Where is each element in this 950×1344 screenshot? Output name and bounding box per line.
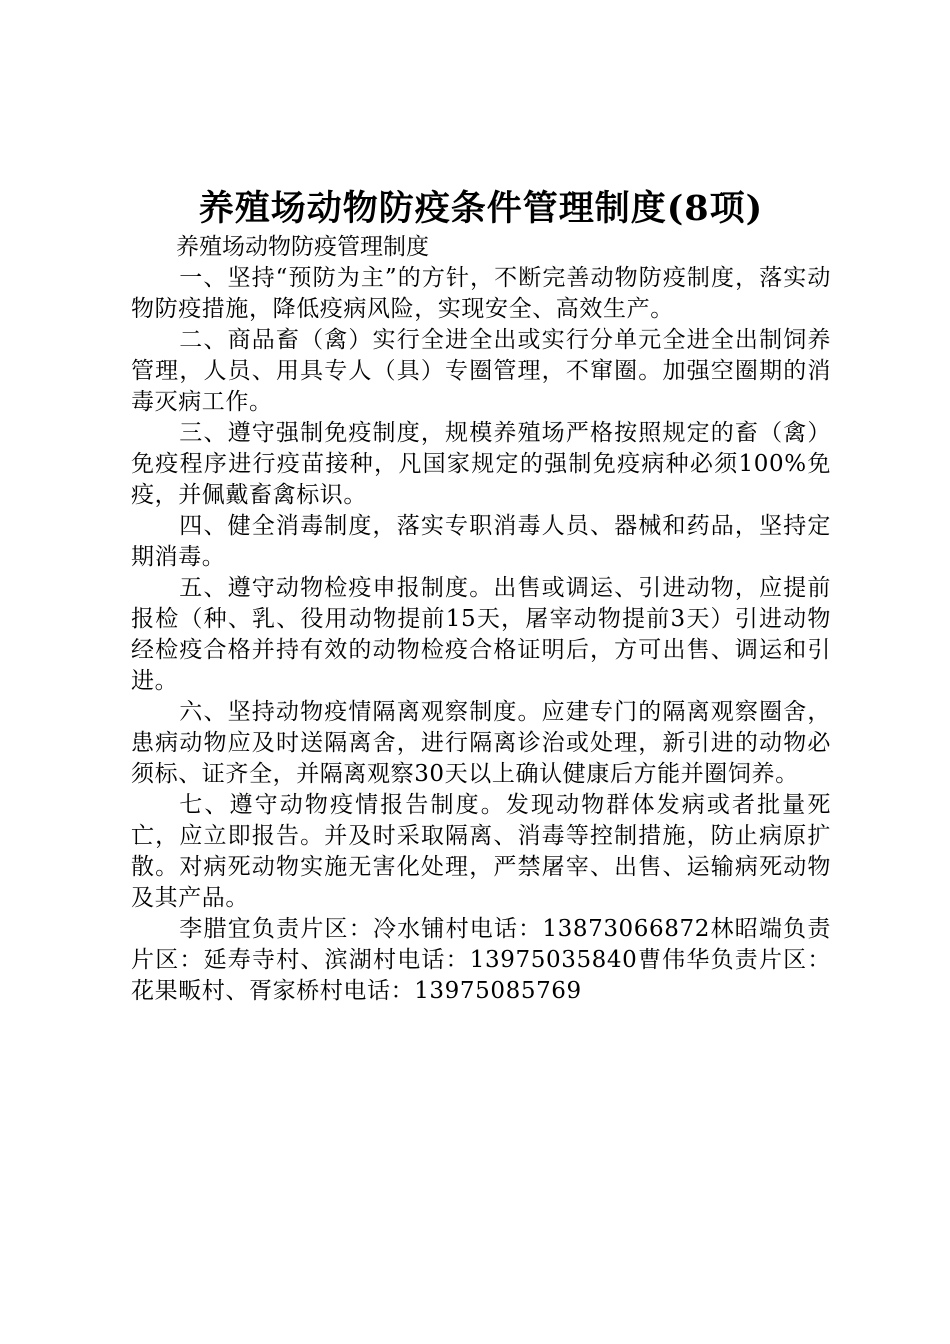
- paragraph-rule-5: 五、遵守动物检疫申报制度。出售或调运、引进动物，应提前报检（种、乳、役用动物提前15天，屠宰动物提前3天）引进动物经检疫合格并持有效的动物检疫合格证明后，方可出售、调运和引进。: [131, 575, 831, 694]
- paragraph-rule-2: 二、商品畜（禽）实行全进全出或实行分单元全进全出制饲养管理，人员、用具专人（具）专圈管理，不窜圈。加强空圈期的消毒灭病工作。: [131, 327, 831, 415]
- paragraph-contacts: 李腊宜负责片区：冷水铺村电话：13873066872林昭端负责片区：延寿寺村、滨湖村电话：13975035840曹伟华负责片区：花果畈村、胥家桥村电话：13975085769: [131, 916, 831, 1004]
- paragraph-rule-3: 三、遵守强制免疫制度，规模养殖场严格按照规定的畜（禽）免疫程序进行疫苗接种，凡国家规定的强制免疫病种必须100%免疫，并佩戴畜禽标识。: [131, 420, 831, 508]
- paragraph-rule-7: 七、遵守动物疫情报告制度。发现动物群体发病或者批量死亡，应立即报告。并及时采取隔离、消毒等控制措施，防止病原扩散。对病死动物实施无害化处理，严禁屠宰、出售、运输病死动物及其产品。: [131, 792, 831, 911]
- paragraph-rule-6: 六、坚持动物疫情隔离观察制度。应建专门的隔离观察圈舍，患病动物应及时送隔离舍，进行隔离诊治或处理，新引进的动物必须标、证齐全，并隔离观察30天以上确认健康后方能并圈饲养。: [131, 699, 831, 787]
- document-page: [131, 186, 831, 1007]
- paragraph-rule-1: 一、坚持“预防为主”的方针，不断完善动物防疫制度，落实动物防疫措施，降低疫病风险，实现安全、高效生产。: [131, 265, 831, 322]
- paragraph-rule-4: 四、健全消毒制度，落实专职消毒人员、器械和药品，坚持定期消毒。: [131, 513, 831, 570]
- document-title: 养殖场动物防疫条件管理制度(8项): [198, 188, 764, 229]
- document-subtitle: 养殖场动物防疫管理制度: [176, 234, 429, 260]
